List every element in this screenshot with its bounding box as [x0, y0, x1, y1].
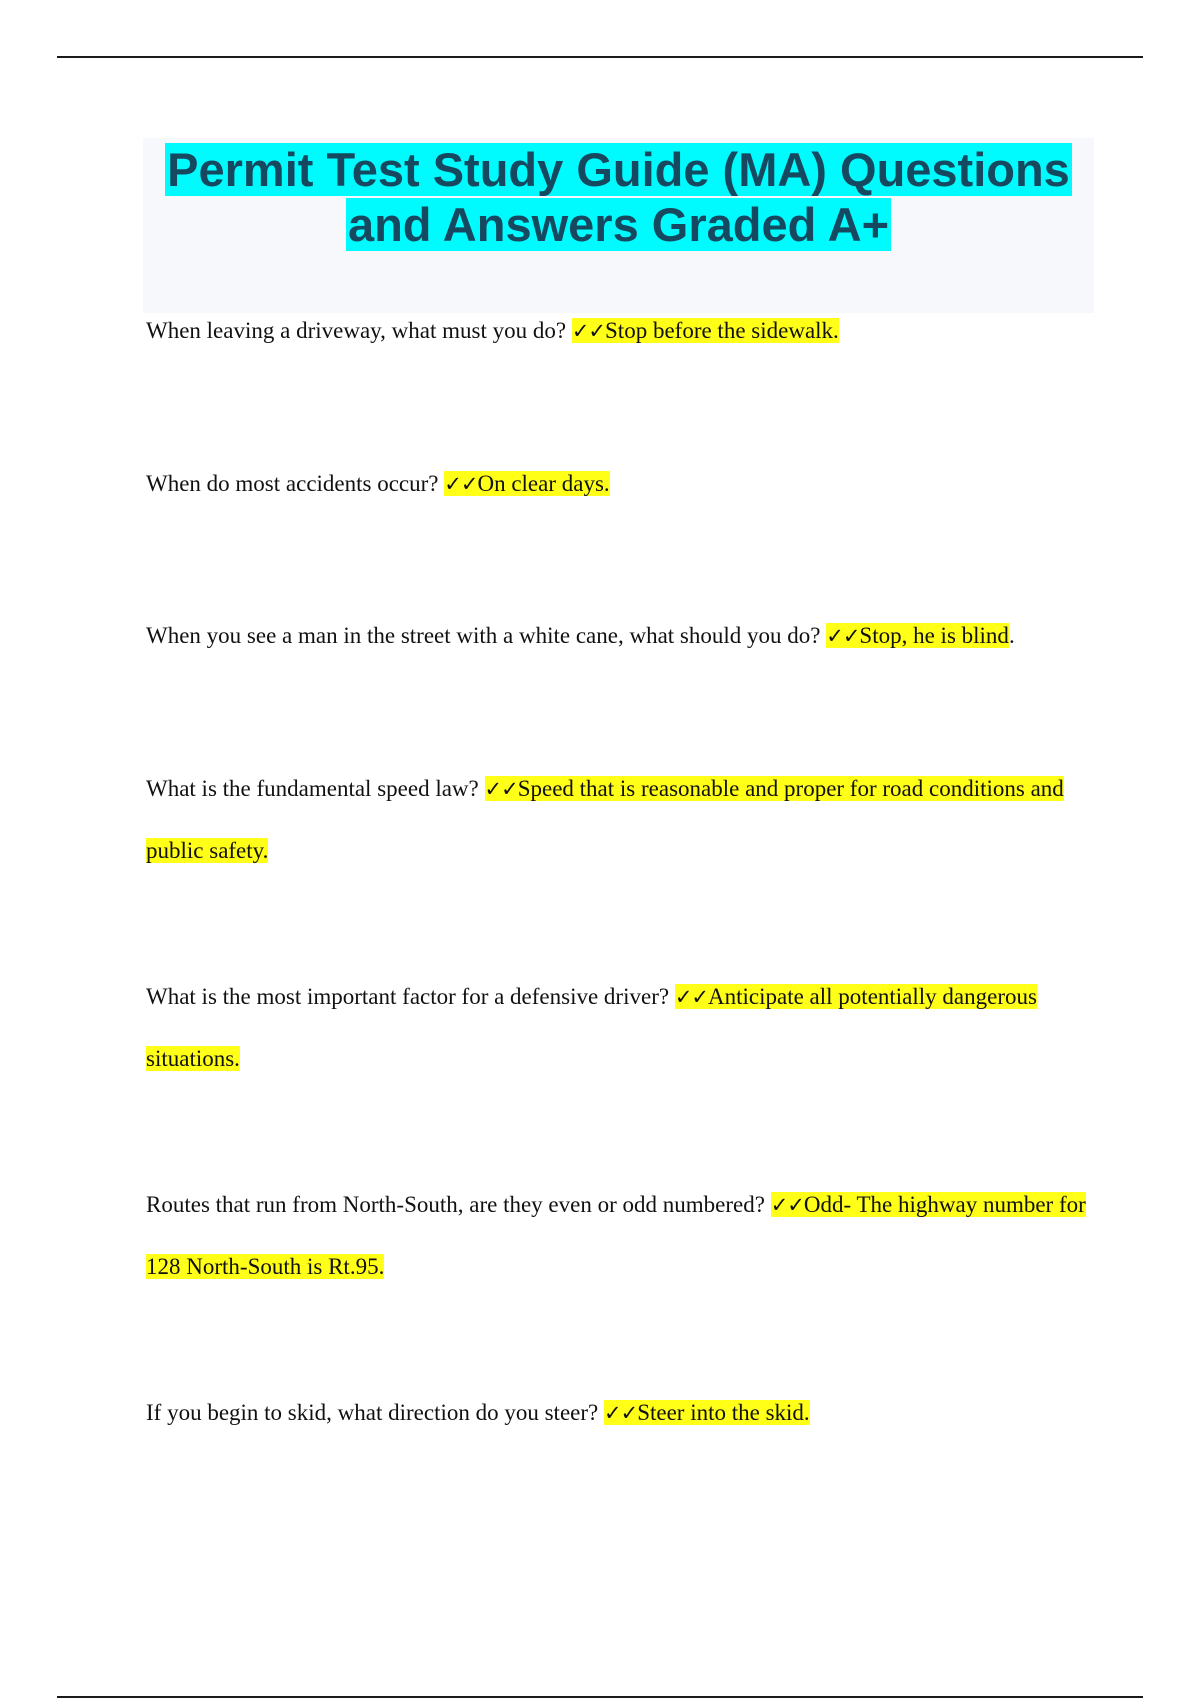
answer-text: Stop, he is blind: [859, 623, 1009, 648]
answer-trailing-punctuation: .: [1008, 623, 1015, 648]
question-text: What is the most important factor for a defensive driver?: [146, 984, 670, 1009]
double-check-icon: ✓✓: [826, 624, 860, 648]
qa-item: [146, 966, 1096, 1089]
answer-text: Steer into the skid.: [637, 1400, 810, 1425]
answer-highlight: [826, 623, 1009, 648]
question-text: What is the fundamental speed law?: [146, 776, 479, 801]
answer-text: Odd- The highway number for 128 North-South is Rt.95.: [146, 1192, 1086, 1279]
answer-highlight: [572, 318, 839, 343]
qa-item: [146, 758, 1096, 881]
answer-text: Speed that is reasonable and proper for road conditions and public safety.: [146, 776, 1064, 863]
qa-item: [146, 605, 1096, 667]
answer-highlight: [604, 1400, 810, 1425]
answer-highlight: [444, 471, 609, 496]
footer-rule: [57, 1696, 1143, 1698]
question-text: If you begin to skid, what direction do you steer?: [146, 1400, 599, 1425]
double-check-icon: ✓✓: [603, 1401, 638, 1425]
header-rule: [57, 56, 1143, 58]
answer-text: Anticipate all potentially dangerous situations.: [146, 984, 1037, 1071]
qa-item: [146, 1174, 1096, 1297]
document-title: [143, 142, 1094, 252]
question-text: Routes that run from North-South, are they even or odd numbered?: [146, 1192, 765, 1217]
qa-item: [146, 1382, 1096, 1444]
double-check-icon: ✓✓: [484, 777, 518, 801]
double-check-icon: ✓✓: [444, 472, 478, 496]
question-text: When leaving a driveway, what must you do?: [146, 318, 567, 343]
answer-text: Stop before the sidewalk.: [605, 318, 839, 343]
qa-item: [146, 453, 1096, 515]
question-text: When you see a man in the street with a white cane, what should you do?: [146, 623, 821, 648]
title-line-1: Permit Test Study Guide (MA) Questions: [167, 143, 1070, 196]
double-check-icon: ✓✓: [571, 319, 606, 343]
answer-text: On clear days.: [477, 471, 610, 496]
double-check-icon: ✓✓: [770, 1193, 804, 1217]
double-check-icon: ✓✓: [674, 985, 709, 1009]
question-text: When do most accidents occur?: [146, 471, 439, 496]
title-line-2: and Answers Graded A+: [347, 198, 890, 251]
qa-item: [146, 300, 1096, 362]
